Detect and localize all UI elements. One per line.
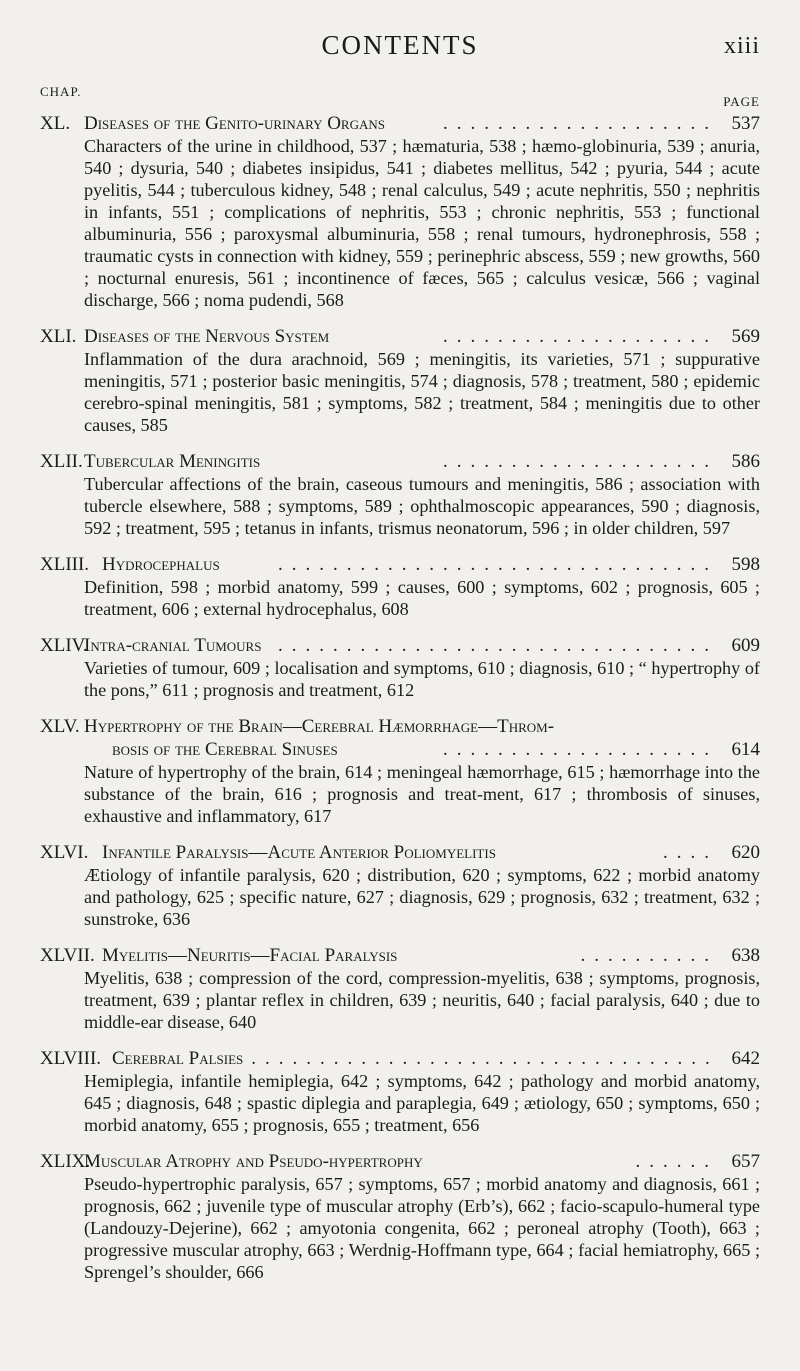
chapter-title-line2: bosis of the Cerebral Sinuses bbox=[112, 739, 338, 760]
chapter-title: Myelitis—Neuritis—Facial Paralysis bbox=[102, 945, 398, 966]
entry-heading bbox=[40, 715, 760, 738]
chapter-number: XLVIII. bbox=[40, 1048, 102, 1069]
chapter-title: Hydrocephalus bbox=[102, 554, 220, 575]
page-number: 598 bbox=[731, 554, 760, 575]
chapter-summary: Pseudo-hypertrophic paralysis, 657 ; symptoms, 657 ; morbid anatomy and diagnosis, 661 ; prognosis, 662 ; juvenile type of muscular atrophy (Erb’s), 662 ; facio-scapulo-humeral type (Landouzy-Dejerine), 662 ; amyotonia congenita, 662 ; peroneal atrophy (Tooth), 663 ; progressive muscular atrophy, 663 ; Werdnig-Hoffmann type, 664 ; facial hemiatrophy, 665 ; Sprengel’s shoulder, 666 bbox=[84, 1174, 760, 1282]
dot-leader: .................... bbox=[443, 739, 718, 760]
chapter-summary: Tubercular affections of the brain, caseous tumours and meningitis, 586 ; association with tubercle elsewhere, 588 ; symptoms, 589 ; ophthalmoscopic appearances, 590 ; diagnosis, 592 ; treatment, 595 ; tetanus in infants, trismus neonatorum, 596 ; in older children, 597 bbox=[84, 474, 760, 538]
chapter-title-line1: Hypertrophy of the Brain—Cerebral Hæmorrhage—Throm- bbox=[84, 716, 555, 737]
chapter-number: XLII. bbox=[40, 451, 83, 472]
chapter-number: XLIX. bbox=[40, 1151, 91, 1172]
chapter-title: Infantile Paralysis—Acute Anterior Poliomyelitis bbox=[102, 842, 496, 863]
toc-entry bbox=[40, 112, 760, 311]
toc-entry bbox=[40, 450, 760, 539]
page-folio: xiii bbox=[723, 33, 760, 59]
toc-entry bbox=[40, 553, 760, 620]
page-number: 657 bbox=[731, 1151, 760, 1172]
chapter-title: Intra-cranial Tumours bbox=[84, 635, 262, 656]
toc-entry bbox=[40, 715, 760, 827]
chapter-summary: Nature of hypertrophy of the brain, 614 ; meningeal hæmorrhage, 615 ; hæmorrhage into the substance of the brain, 616 ; prognosis and treat-ment, 617 ; thrombosis of sinuses, exhaustive and inflammatory, 617 bbox=[84, 762, 760, 826]
entry-heading bbox=[40, 944, 760, 967]
chapter-column-heading: CHAP. bbox=[40, 84, 82, 99]
toc-entry bbox=[40, 944, 760, 1033]
chapter-title: Diseases of the Genito-urinary Organs bbox=[84, 113, 385, 134]
dot-leader: .................... bbox=[443, 113, 718, 134]
chapter-summary: Hemiplegia, infantile hemiplegia, 642 ; symptoms, 642 ; pathology and morbid anatomy, 645 ; diagnosis, 648 ; spastic diplegia and paraplegia, 649 ; ætiology, 650 ; symptoms, 650 ; morbid anatomy, 655 ; prognosis, 655 ; treatment, 656 bbox=[84, 1071, 760, 1135]
dot-leader: ................................ bbox=[278, 635, 718, 656]
chapter-number: XLIV. bbox=[40, 635, 88, 656]
chapter-number: XLVI. bbox=[40, 842, 89, 863]
entry-heading-continuation bbox=[40, 738, 760, 761]
page-column-heading: PAGE bbox=[723, 94, 760, 109]
dot-leader: .... bbox=[663, 842, 718, 863]
chapter-title: Muscular Atrophy and Pseudo-hypertrophy bbox=[84, 1151, 423, 1172]
page-number: 609 bbox=[731, 635, 760, 656]
dot-leader: ...... bbox=[635, 1151, 718, 1172]
chapter-number: XLV. bbox=[40, 716, 80, 737]
entry-heading bbox=[40, 634, 760, 657]
page-number: 586 bbox=[731, 451, 760, 472]
toc-entry bbox=[40, 841, 760, 930]
page-number: 642 bbox=[731, 1048, 760, 1069]
dot-leader: ................................ bbox=[278, 554, 718, 575]
entry-heading bbox=[40, 1150, 760, 1173]
entry-heading bbox=[40, 1047, 760, 1070]
dot-leader: .......... bbox=[580, 945, 718, 966]
running-head-title: CONTENTS bbox=[321, 30, 479, 60]
chapter-title: Cerebral Palsies bbox=[112, 1048, 244, 1069]
chapter-summary: Varieties of tumour, 609 ; localisation and symptoms, 610 ; diagnosis, 610 ; “ hypertrophy of the pons,” 611 ; prognosis and treatment, 612 bbox=[84, 658, 760, 700]
toc-entry bbox=[40, 1150, 760, 1283]
entry-heading bbox=[40, 325, 760, 348]
entry-heading bbox=[40, 841, 760, 864]
page-number: 569 bbox=[731, 326, 760, 347]
page-number: 614 bbox=[731, 739, 760, 760]
entry-heading bbox=[40, 553, 760, 576]
page-number: 620 bbox=[731, 842, 760, 863]
chapter-number: XL. bbox=[40, 113, 71, 134]
chapter-summary: Myelitis, 638 ; compression of the cord, compression-myelitis, 638 ; symptoms, prognosis, treatment, 639 ; plantar reflex in children, 639 ; neuritis, 640 ; facial paralysis, 640 ; due to middle-ear disease, 640 bbox=[84, 968, 760, 1032]
entry-heading bbox=[40, 112, 760, 135]
chapter-number: XLIII. bbox=[40, 554, 90, 575]
dot-leader: .................... bbox=[443, 326, 718, 347]
toc-entry bbox=[40, 1047, 760, 1136]
page-number: 537 bbox=[731, 113, 760, 134]
running-head bbox=[40, 0, 760, 80]
column-headings bbox=[40, 80, 760, 109]
chapter-summary: Definition, 598 ; morbid anatomy, 599 ; causes, 600 ; symptoms, 602 ; prognosis, 605 ; treatment, 606 ; external hydrocephalus, 608 bbox=[84, 577, 760, 619]
chapter-summary: Inflammation of the dura arachnoid, 569 ; meningitis, its varieties, 571 ; suppurative meningitis, 571 ; posterior basic meningitis, 574 ; diagnosis, 578 ; treatment, 580 ; epidemic cerebro-spinal meningitis, 581 ; symptoms, 582 ; treatment, 584 ; meningitis due to other causes, 585 bbox=[84, 349, 760, 435]
chapter-number: XLI. bbox=[40, 326, 77, 347]
chapter-number: XLVII. bbox=[40, 945, 95, 966]
chapter-title: Tubercular Meningitis bbox=[84, 451, 261, 472]
dot-leader: .................... bbox=[443, 451, 718, 472]
chapter-summary: Ætiology of infantile paralysis, 620 ; distribution, 620 ; symptoms, 622 ; morbid anatomy and pathology, 625 ; specific nature, 627 ; diagnosis, 629 ; prognosis, 632 ; treatment, 632 ; sunstroke, 636 bbox=[84, 865, 760, 929]
page-number: 638 bbox=[731, 945, 760, 966]
chapter-title: Diseases of the Nervous System bbox=[84, 326, 330, 347]
entry-heading bbox=[40, 450, 760, 473]
chapter-summary: Characters of the urine in childhood, 537 ; hæmaturia, 538 ; hæmo-globinuria, 539 ; anuria, 540 ; dysuria, 540 ; diabetes insipidus, 541 ; diabetes mellitus, 542 ; pyuria, 544 ; acute pyelitis, 544 ; tuberculous kidney, 548 ; renal calculus, 549 ; acute nephritis, 550 ; nephritis in infants, 551 ; complications of nephritis, 553 ; chronic nephritis, 553 ; functional albuminuria, 556 ; paroxysmal albuminuria, 558 ; renal tumours, hydronephrosis, 558 ; traumatic cysts in connection with kidney, 559 ; perinephric abscess, 559 ; new growths, 560 ; nocturnal enuresis, 561 ; incontinence of fæces, 565 ; calculus vesicæ, 566 ; vaginal discharge, 566 ; noma pudendi, 568 bbox=[84, 136, 760, 310]
toc-entry bbox=[40, 325, 760, 436]
dot-leader: .................................. bbox=[251, 1048, 719, 1069]
toc-entry bbox=[40, 634, 760, 701]
